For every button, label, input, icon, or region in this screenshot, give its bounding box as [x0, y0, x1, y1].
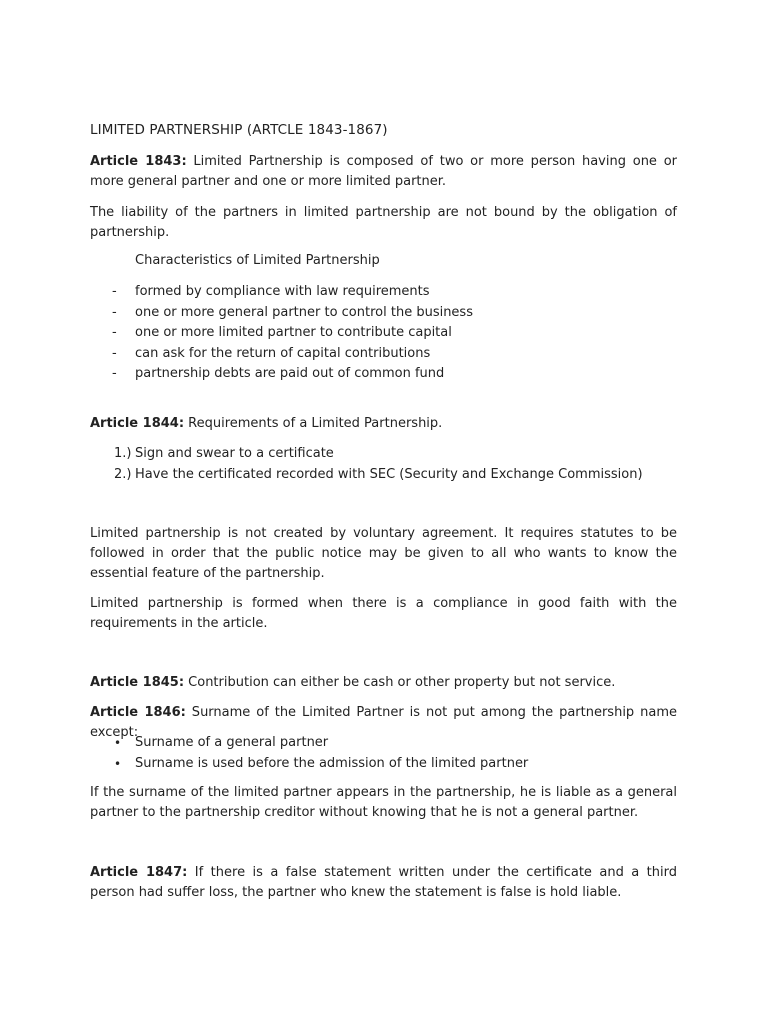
list-item-text: one or more limited partner to contribute capital [135, 325, 452, 340]
article-1847-label: Article 1847: [90, 865, 188, 880]
article-1845-text: Contribution can either be cash or other property but not service. [184, 675, 616, 690]
article-1844-text: Requirements of a Limited Partnership. [184, 416, 443, 431]
surname-exceptions-list [90, 733, 677, 774]
dash-marker: - [112, 345, 117, 361]
list-number: 1.) [114, 446, 132, 461]
list-item [90, 344, 677, 365]
surname-liability-paragraph: If the surname of the limited partner appears in the partnership, he is liable as a general partner to the partnership creditor without knowing that he is not a general partner. [90, 785, 677, 820]
article-1845-paragraph [90, 673, 677, 693]
good-faith-paragraph: Limited partnership is formed when there is a compliance in good faith with the requirements in the article. [90, 596, 677, 631]
list-item-text: Surname of a general partner [135, 735, 329, 750]
list-item [90, 733, 677, 754]
list-item [90, 754, 677, 775]
article-1844-label: Article 1844: [90, 416, 185, 431]
article-1846-label: Article 1846: [90, 705, 186, 720]
list-item-text: formed by compliance with law requirements [135, 284, 430, 299]
dash-marker: - [112, 284, 117, 299]
list-item-text: partnership debts are paid out of common fund [135, 366, 445, 381]
article-1843-text: Limited Partnership is composed of two or more person having one or more general partner and one or more limited partner. [90, 154, 677, 189]
characteristics-title: Characteristics of Limited Partnership [135, 253, 380, 268]
list-item-text: Sign and swear to a certificate [135, 446, 334, 461]
article-1846-text: Surname of the Limited Partner is not put among the partnership name except: [90, 705, 678, 740]
list-item-text: one or more general partner to control the business [135, 304, 473, 320]
article-1847-paragraph [90, 863, 677, 903]
article-1847-text: If there is a false statement written under the certificate and a third person had suffer loss, the partner who knew the statement is false is hold liable. [90, 865, 678, 900]
dash-marker: - [112, 304, 117, 320]
article-1843-paragraph [90, 152, 677, 192]
list-item-text: Have the certificated recorded with SEC (Security and Exchange Commission) [135, 466, 643, 482]
list-item [90, 303, 677, 324]
document-heading: LIMITED PARTNERSHIP (ARTCLE 1843-1867) [90, 122, 388, 138]
characteristics-list [90, 282, 677, 385]
liability-paragraph: The liability of the partners in limited partnership are not bound by the obligation of partnership. [90, 205, 677, 240]
list-item [90, 465, 677, 486]
list-item-text: can ask for the return of capital contributions [135, 345, 431, 361]
dash-marker: - [112, 325, 117, 340]
list-number: 2.) [114, 466, 132, 482]
article-1844-paragraph [90, 414, 677, 434]
dash-marker: - [112, 366, 117, 381]
article-1843-label: Article 1843: [90, 154, 187, 169]
bullet-icon: • [114, 756, 122, 771]
voluntary-agreement-paragraph: Limited partnership is not created by voluntary agreement. It requires statutes to be followed in order that the public notice may be given to all who wants to know the essential feature of the partnership. [90, 526, 677, 581]
requirements-list [90, 444, 677, 485]
list-item [90, 364, 677, 385]
article-1845-label: Article 1845: [90, 675, 185, 690]
bullet-icon: • [114, 736, 122, 750]
list-item [90, 323, 677, 344]
list-item [90, 444, 677, 465]
list-item-text: Surname is used before the admission of the limited partner [135, 755, 529, 771]
list-item [90, 282, 677, 303]
